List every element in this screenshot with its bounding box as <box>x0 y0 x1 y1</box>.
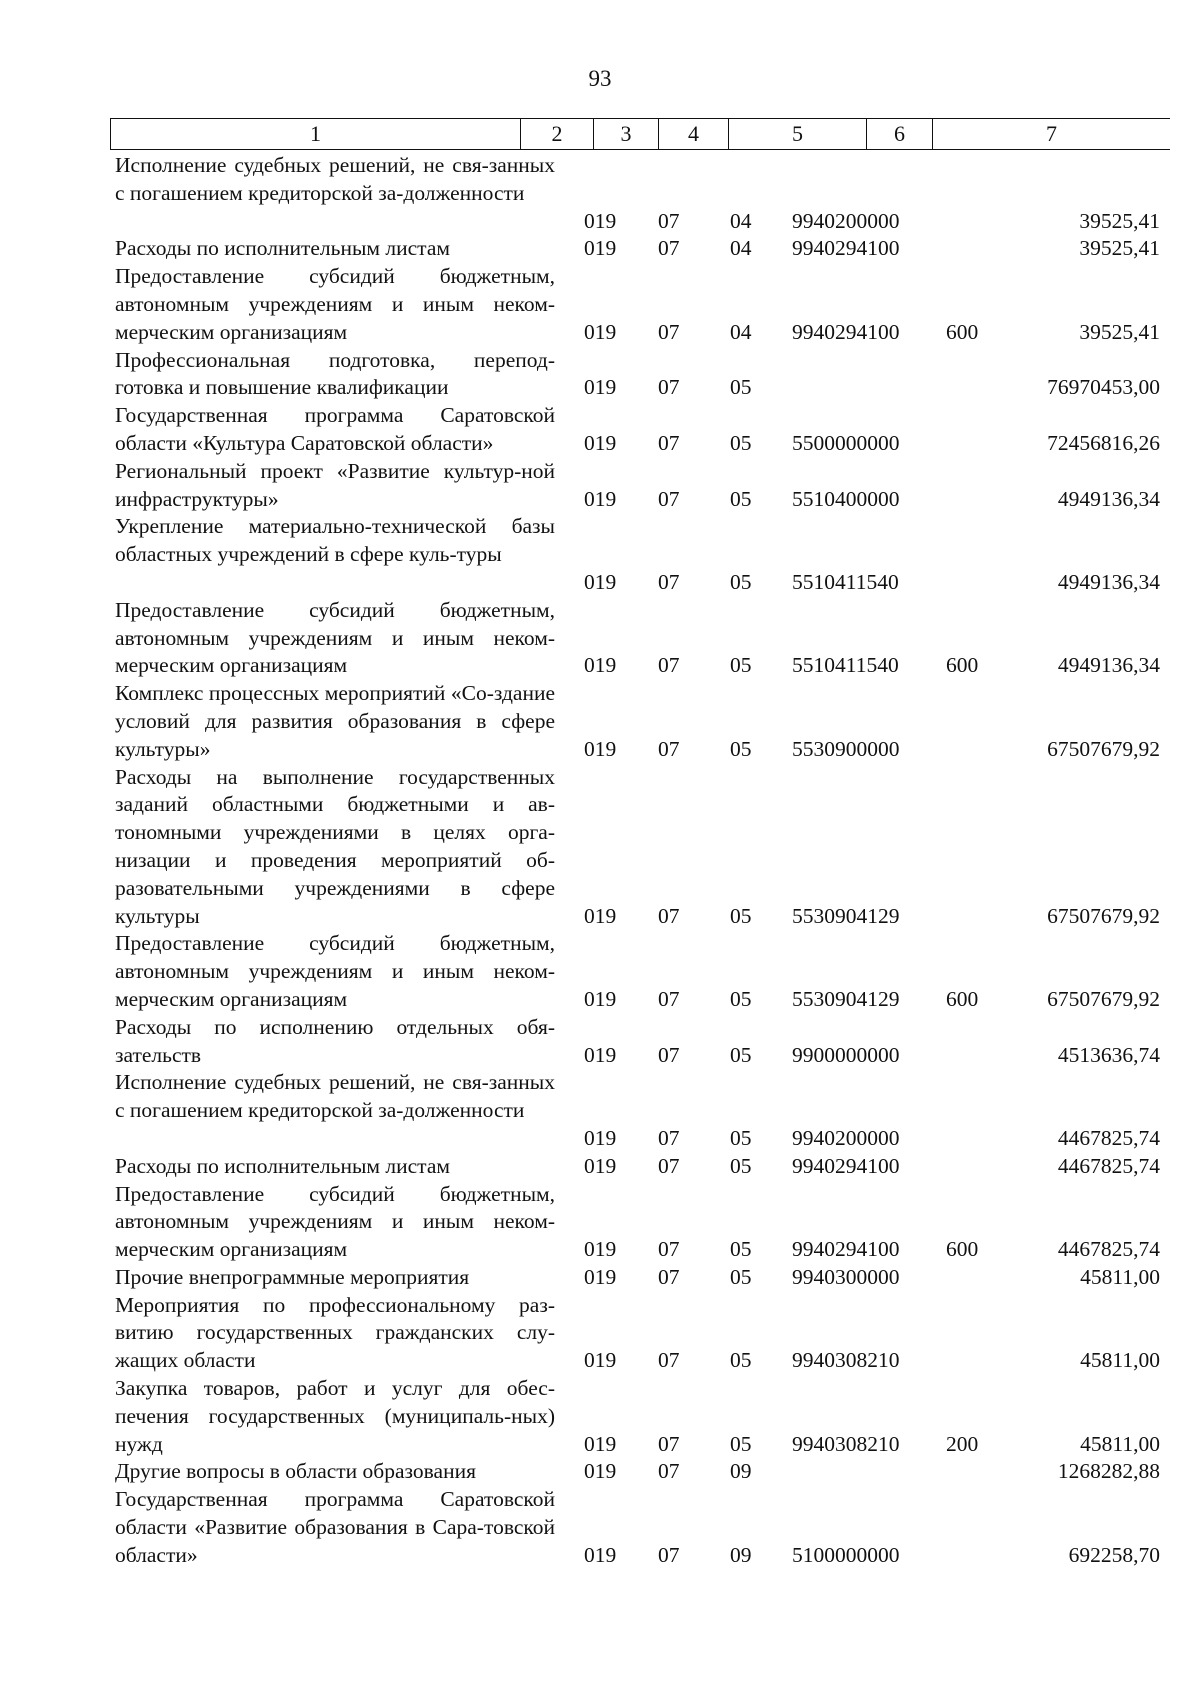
row-description: Закупка товаров, работ и услуг для обес-печения государственных (муниципаль-ных) нужд <box>115 1376 555 1456</box>
row-code-section: 07 <box>658 1542 680 1567</box>
row-description: Предоставление субсидий бюджетным, автономным учреждениям и иным неком-мерческим организациям <box>115 931 555 1011</box>
row-description: Государственная программа Саратовской области «Культура Саратовской области» <box>115 403 555 455</box>
row-amount: 4949136,34 <box>1057 653 1160 678</box>
row-code-target: 5510411540 <box>792 653 899 678</box>
row-description: Мероприятия по профессиональному раз-витию государственных гражданских слу-жащих области <box>115 1292 555 1373</box>
row-code-subsection: 04 <box>730 319 752 344</box>
row-code-ministry: 019 <box>584 319 617 344</box>
row-code-subsection: 05 <box>730 1042 752 1067</box>
row-amount: 4949136,34 <box>1057 569 1160 594</box>
table-row <box>0 1486 1200 1569</box>
row-amount: 45811,00 <box>1080 1264 1160 1289</box>
row-code-subsection: 05 <box>730 1431 752 1456</box>
row-code-subsection: 05 <box>730 653 752 678</box>
table-row <box>0 1292 1200 1375</box>
table-body <box>0 152 1200 1570</box>
row-description: Расходы по исполнительным листам <box>115 236 450 261</box>
row-code-ministry: 019 <box>584 903 617 928</box>
row-code-subsection: 05 <box>730 375 752 400</box>
row-code-section: 07 <box>658 375 680 400</box>
row-code-target: 5530904129 <box>792 986 900 1011</box>
table-row <box>0 235 1200 263</box>
table-row <box>0 764 1200 931</box>
row-description: Исполнение судебных решений, не свя-занных с погашением кредиторской за-долженности <box>115 1070 555 1123</box>
header-col-1: 1 <box>110 119 520 149</box>
row-code-ministry: 019 <box>584 375 617 400</box>
row-description: Предоставление субсидий бюджетным, автономным учреждениям и иным неком-мерческим организациям <box>115 1181 555 1262</box>
row-code-ministry: 019 <box>584 1042 617 1067</box>
row-code-ministry: 019 <box>584 1542 617 1567</box>
row-code-section: 07 <box>658 1431 680 1456</box>
row-amount: 692258,70 <box>1068 1542 1160 1567</box>
row-code-target: 9940308210 <box>792 1431 900 1456</box>
table-row <box>0 152 1200 235</box>
row-code-subsection: 05 <box>730 569 752 594</box>
row-code-target: 9940294100 <box>792 319 900 344</box>
row-description: Исполнение судебных решений, не свя-занных с погашением кредиторской за-долженности <box>115 153 555 205</box>
row-code-subsection: 05 <box>730 1264 752 1289</box>
row-code-ministry: 019 <box>584 1459 617 1484</box>
header-col-3: 3 <box>593 119 658 149</box>
row-description: Государственная программа Саратовской области «Развитие образования в Сара-товской области» <box>115 1487 555 1567</box>
row-code-target: 9940294100 <box>792 1153 900 1178</box>
row-description: Региональный проект «Развитие культур-ной инфраструктуры» <box>115 458 555 511</box>
row-code-ministry: 019 <box>584 653 617 678</box>
row-code-ministry: 019 <box>584 430 617 455</box>
row-code-subsection: 09 <box>730 1542 752 1567</box>
row-code-section: 07 <box>658 653 680 678</box>
row-code-target: 9940300000 <box>792 1264 900 1289</box>
table-row <box>0 1181 1200 1264</box>
row-code-ministry: 019 <box>584 486 617 511</box>
row-code-subsection: 05 <box>730 986 752 1011</box>
row-code-subsection: 04 <box>730 236 752 261</box>
row-code-subsection: 05 <box>730 1125 752 1150</box>
row-code-section: 07 <box>658 1264 680 1289</box>
row-amount: 39525,41 <box>1079 208 1160 233</box>
row-code-ministry: 019 <box>584 1237 617 1262</box>
header-col-7: 7 <box>932 119 1170 149</box>
row-code-ministry: 019 <box>584 1264 617 1289</box>
row-code-subsection: 05 <box>730 903 752 928</box>
table-row <box>0 263 1200 346</box>
row-code-target: 9940200000 <box>792 1125 900 1150</box>
row-code-section: 07 <box>658 1348 680 1373</box>
row-code-expense-type: 600 <box>946 1237 979 1262</box>
row-code-target: 9900000000 <box>792 1042 900 1067</box>
row-code-subsection: 05 <box>730 1153 752 1178</box>
row-code-section: 07 <box>658 486 680 511</box>
row-description: Укрепление материально-технической базы областных учреждений в сфере куль-туры <box>115 514 555 567</box>
table-row <box>0 597 1200 680</box>
row-amount: 45811,00 <box>1080 1348 1160 1373</box>
header-col-4: 4 <box>658 119 728 149</box>
row-code-subsection: 05 <box>730 736 752 761</box>
row-code-subsection: 05 <box>730 430 752 455</box>
table-row <box>0 680 1200 763</box>
row-code-section: 07 <box>658 569 680 594</box>
row-code-expense-type: 600 <box>946 986 979 1011</box>
row-amount: 67507679,92 <box>1047 986 1160 1011</box>
row-amount: 4467825,74 <box>1057 1125 1160 1150</box>
table-row <box>0 1014 1200 1070</box>
table-header <box>110 118 1170 150</box>
row-code-subsection: 09 <box>730 1459 752 1484</box>
row-description: Прочие внепрограммные мероприятия <box>115 1264 470 1289</box>
row-code-ministry: 019 <box>584 208 617 233</box>
header-col-2: 2 <box>520 119 593 149</box>
row-code-ministry: 019 <box>584 1153 617 1178</box>
row-description: Расходы по исполнению отдельных обя-зательств <box>115 1014 555 1067</box>
row-amount: 4513636,74 <box>1057 1042 1160 1067</box>
row-code-expense-type: 200 <box>946 1431 979 1456</box>
row-code-target: 5530904129 <box>792 903 900 928</box>
row-code-section: 07 <box>658 236 680 261</box>
row-description: Профессиональная подготовка, перепод-готовка и повышение квалификации <box>115 347 555 400</box>
page-number: 93 <box>588 66 612 91</box>
row-amount: 67507679,92 <box>1047 903 1160 928</box>
table-row <box>0 402 1200 458</box>
row-description: Расходы на выполнение государственных заданий областными бюджетными и ав-тономными учреждениями в целях орга-низации и проведения мероприятий об-разовательными учреждениями в сфере культуры <box>115 764 555 928</box>
row-description: Другие вопросы в области образования <box>115 1459 476 1484</box>
table-row <box>0 1264 1200 1292</box>
table-row <box>0 513 1200 596</box>
row-code-ministry: 019 <box>584 736 617 761</box>
row-amount: 39525,41 <box>1079 319 1160 344</box>
table-row <box>0 1375 1200 1458</box>
row-code-target: 9940294100 <box>792 1237 900 1262</box>
row-amount: 4467825,74 <box>1057 1237 1160 1262</box>
table-row <box>0 458 1200 514</box>
row-amount: 76970453,00 <box>1047 375 1160 400</box>
row-code-target: 9940294100 <box>792 236 900 261</box>
row-code-expense-type: 600 <box>946 653 979 678</box>
row-code-section: 07 <box>658 986 680 1011</box>
table-row <box>0 347 1200 403</box>
row-code-ministry: 019 <box>584 236 617 261</box>
header-col-6: 6 <box>866 119 932 149</box>
row-code-ministry: 019 <box>584 1348 617 1373</box>
row-code-expense-type: 600 <box>946 319 979 344</box>
row-description: Предоставление субсидий бюджетным, автономным учреждениям и иным неком-мерческим организациям <box>115 597 555 678</box>
row-amount: 45811,00 <box>1080 1431 1160 1456</box>
row-code-section: 07 <box>658 1125 680 1150</box>
row-code-target: 5510411540 <box>792 569 899 594</box>
row-code-target: 5100000000 <box>792 1542 900 1567</box>
row-code-ministry: 019 <box>584 986 617 1011</box>
row-amount: 4467825,74 <box>1057 1153 1160 1178</box>
row-code-subsection: 04 <box>730 208 752 233</box>
row-code-section: 07 <box>658 1459 680 1484</box>
row-amount: 1268282,88 <box>1057 1459 1160 1484</box>
row-code-section: 07 <box>658 1237 680 1262</box>
row-code-target: 5510400000 <box>792 486 900 511</box>
row-amount: 72456816,26 <box>1047 430 1160 455</box>
row-code-section: 07 <box>658 1042 680 1067</box>
row-code-subsection: 05 <box>730 486 752 511</box>
row-code-section: 07 <box>658 319 680 344</box>
row-code-target: 9940200000 <box>792 208 900 233</box>
row-amount: 67507679,92 <box>1047 736 1160 761</box>
row-code-ministry: 019 <box>584 1431 617 1456</box>
row-description: Предоставление субсидий бюджетным, автономным учреждениям и иным неком-мерческим организациям <box>115 264 555 344</box>
row-code-section: 07 <box>658 903 680 928</box>
row-code-section: 07 <box>658 430 680 455</box>
row-code-target: 5500000000 <box>792 430 900 455</box>
row-code-ministry: 019 <box>584 569 617 594</box>
row-code-section: 07 <box>658 736 680 761</box>
row-amount: 4949136,34 <box>1057 486 1160 511</box>
row-code-section: 07 <box>658 1153 680 1178</box>
table-row <box>0 930 1200 1013</box>
header-col-5: 5 <box>728 119 866 149</box>
row-description: Расходы по исполнительным листам <box>115 1153 450 1178</box>
row-description: Комплекс процессных мероприятий «Со-здание условий для развития образования в сфере культуры» <box>115 681 555 761</box>
row-code-target: 5530900000 <box>792 736 900 761</box>
row-code-subsection: 05 <box>730 1237 752 1262</box>
table-row <box>0 1153 1200 1181</box>
table-row <box>0 1458 1200 1486</box>
row-code-subsection: 05 <box>730 1348 752 1373</box>
row-code-ministry: 019 <box>584 1125 617 1150</box>
row-amount: 39525,41 <box>1079 236 1160 261</box>
row-code-section: 07 <box>658 208 680 233</box>
row-code-target: 9940308210 <box>792 1348 900 1373</box>
table-row <box>0 1069 1200 1152</box>
